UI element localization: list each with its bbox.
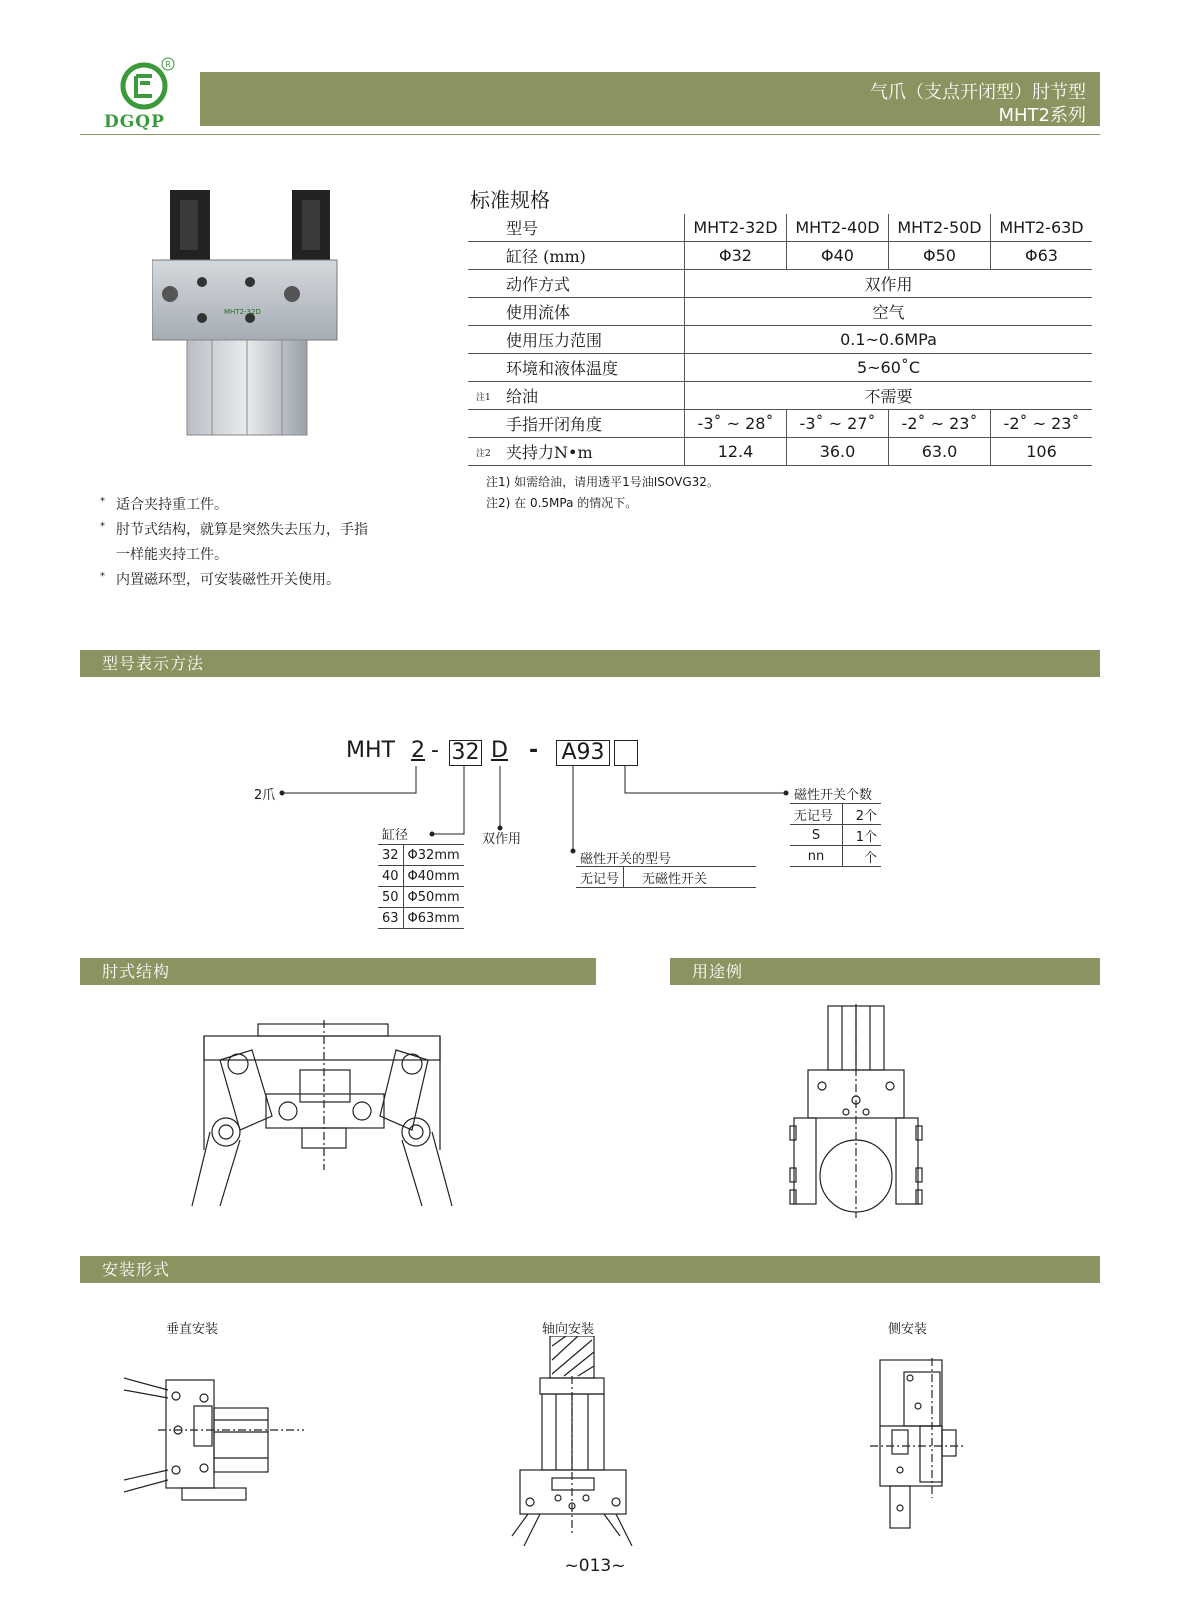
mount-caption-vertical: 垂直安装 [166,1322,219,1337]
table-row [378,887,464,908]
spec-cell: Φ40 [787,242,889,270]
spec-title: 标准规格 [470,188,550,212]
usage-diagram [786,1004,926,1218]
table-cell: Φ32mm [403,845,464,866]
section-usage: 用途例 [670,958,1100,985]
axial-mount-diagram [506,1336,646,1546]
feature-text: 肘节式结构，就算是突然失去压力，手指 [116,522,368,538]
spec-label-text: 夹持力N•m [506,443,593,462]
page-title: 气爪（支点开闭型）肘节型 [870,82,1086,103]
spec-cell: -2˚ ~ 23˚ [889,410,991,438]
spec-label: 缸径 (mm) [468,242,685,270]
table-cell: 50 [378,887,403,908]
toggle-diagram [190,1020,460,1206]
spec-model: MHT2-63D [991,214,1093,242]
table-row [378,845,464,866]
spec-label-text: 给油 [506,387,539,406]
spec-label: 环境和液体温度 [468,354,685,382]
spec-cell: -3˚ ~ 27˚ [787,410,889,438]
spec-cell: 5~60˚C [685,354,1093,382]
page-subtitle: MHT2系列 [998,105,1086,126]
spec-cell: -2˚ ~ 23˚ [991,410,1093,438]
table-cell: S [790,825,843,846]
note-item: 注2) 在 0.5MPa 的情况下。 [486,496,638,510]
side-mount-diagram [870,1358,970,1530]
section-toggle: 肘式结构 [80,958,596,985]
count-label: 磁性开关个数 [794,788,873,803]
table-cell: Φ40mm [403,866,464,887]
table-row [378,866,464,887]
spec-cell: 63.0 [889,438,991,466]
code-jaws: 2 [411,738,425,763]
code-action: D [491,738,508,763]
spec-model: MHT2-32D [685,214,787,242]
svg-text:R: R [165,60,171,69]
spec-label: 使用流体 [468,298,685,326]
section-mounting: 安装形式 [80,1256,1100,1283]
spec-cell: Φ50 [889,242,991,270]
bore-table [378,844,464,929]
note-mark: 注1 [476,393,491,403]
switch-table [576,866,756,888]
feature-text: 一样能夹持工件。 [116,547,228,563]
table-row [790,846,881,867]
table-cell: Φ63mm [403,908,464,929]
code-prefix: MHT [346,738,395,763]
count-table [790,803,881,867]
feature-text: 内置磁环型，可安装磁性开关使用。 [116,572,340,588]
code-bore: 32 [449,740,482,766]
table-cell: 2个 [843,804,882,825]
table-cell: 63 [378,908,403,929]
switch-label: 磁性开关的型号 [580,852,672,867]
code-dash: - [529,738,539,763]
spec-header-label: 型号 [468,214,685,242]
bullet-icon: * [100,521,105,532]
table-cell: 无磁性开关 [624,867,757,888]
table-cell: 无记号 [790,804,843,825]
spec-cell: 不需要 [685,382,1093,410]
feature-text: 适合夹持重工件。 [116,497,228,513]
spec-label: 手指开闭角度 [468,410,685,438]
jaws-label: 2爪 [254,788,276,803]
code-dash: - [431,738,439,763]
table-row [790,825,881,846]
table-cell: 无记号 [576,867,624,888]
spec-cell: 双作用 [685,270,1093,298]
table-cell: Φ50mm [403,887,464,908]
spec-label: 动作方式 [468,270,685,298]
note-item: 注1) 如需给油，请用透平1号油ISOVG32。 [486,475,719,489]
svg-text:MHT2-32D: MHT2-32D [224,308,261,316]
mount-caption-axial: 轴向安装 [542,1322,595,1337]
bullet-icon: * [100,496,105,507]
table-cell: 32 [378,845,403,866]
note-mark: 注2 [476,449,491,459]
bore-label: 缸径 [382,828,409,843]
table-cell: nn [790,846,843,867]
spec-cell: 0.1~0.6MPa [685,326,1093,354]
bullet-icon: * [100,571,105,582]
vertical-mount-diagram [124,1370,314,1510]
table-cell: 40 [378,866,403,887]
table-cell: 个 [843,846,882,867]
spec-cell: 空气 [685,298,1093,326]
spec-cell: Φ32 [685,242,787,270]
spec-model: MHT2-50D [889,214,991,242]
spec-model: MHT2-40D [787,214,889,242]
action-label: 双作用 [482,832,522,847]
table-row [576,867,756,888]
brand-name: DGQP [104,112,165,132]
spec-cell: 36.0 [787,438,889,466]
mount-caption-side: 侧安装 [888,1322,928,1337]
spec-cell: -3˚ ~ 28˚ [685,410,787,438]
table-row [378,908,464,929]
spec-cell: 106 [991,438,1093,466]
table-cell: 1个 [843,825,882,846]
code-switch: A93 [556,740,610,766]
spec-label: 使用压力范围 [468,326,685,354]
table-row [790,804,881,825]
page-number: ~013~ [564,1556,626,1576]
spec-cell: Φ63 [991,242,1093,270]
spec-cell: 12.4 [685,438,787,466]
section-model-code: 型号表示方法 [80,650,1100,677]
